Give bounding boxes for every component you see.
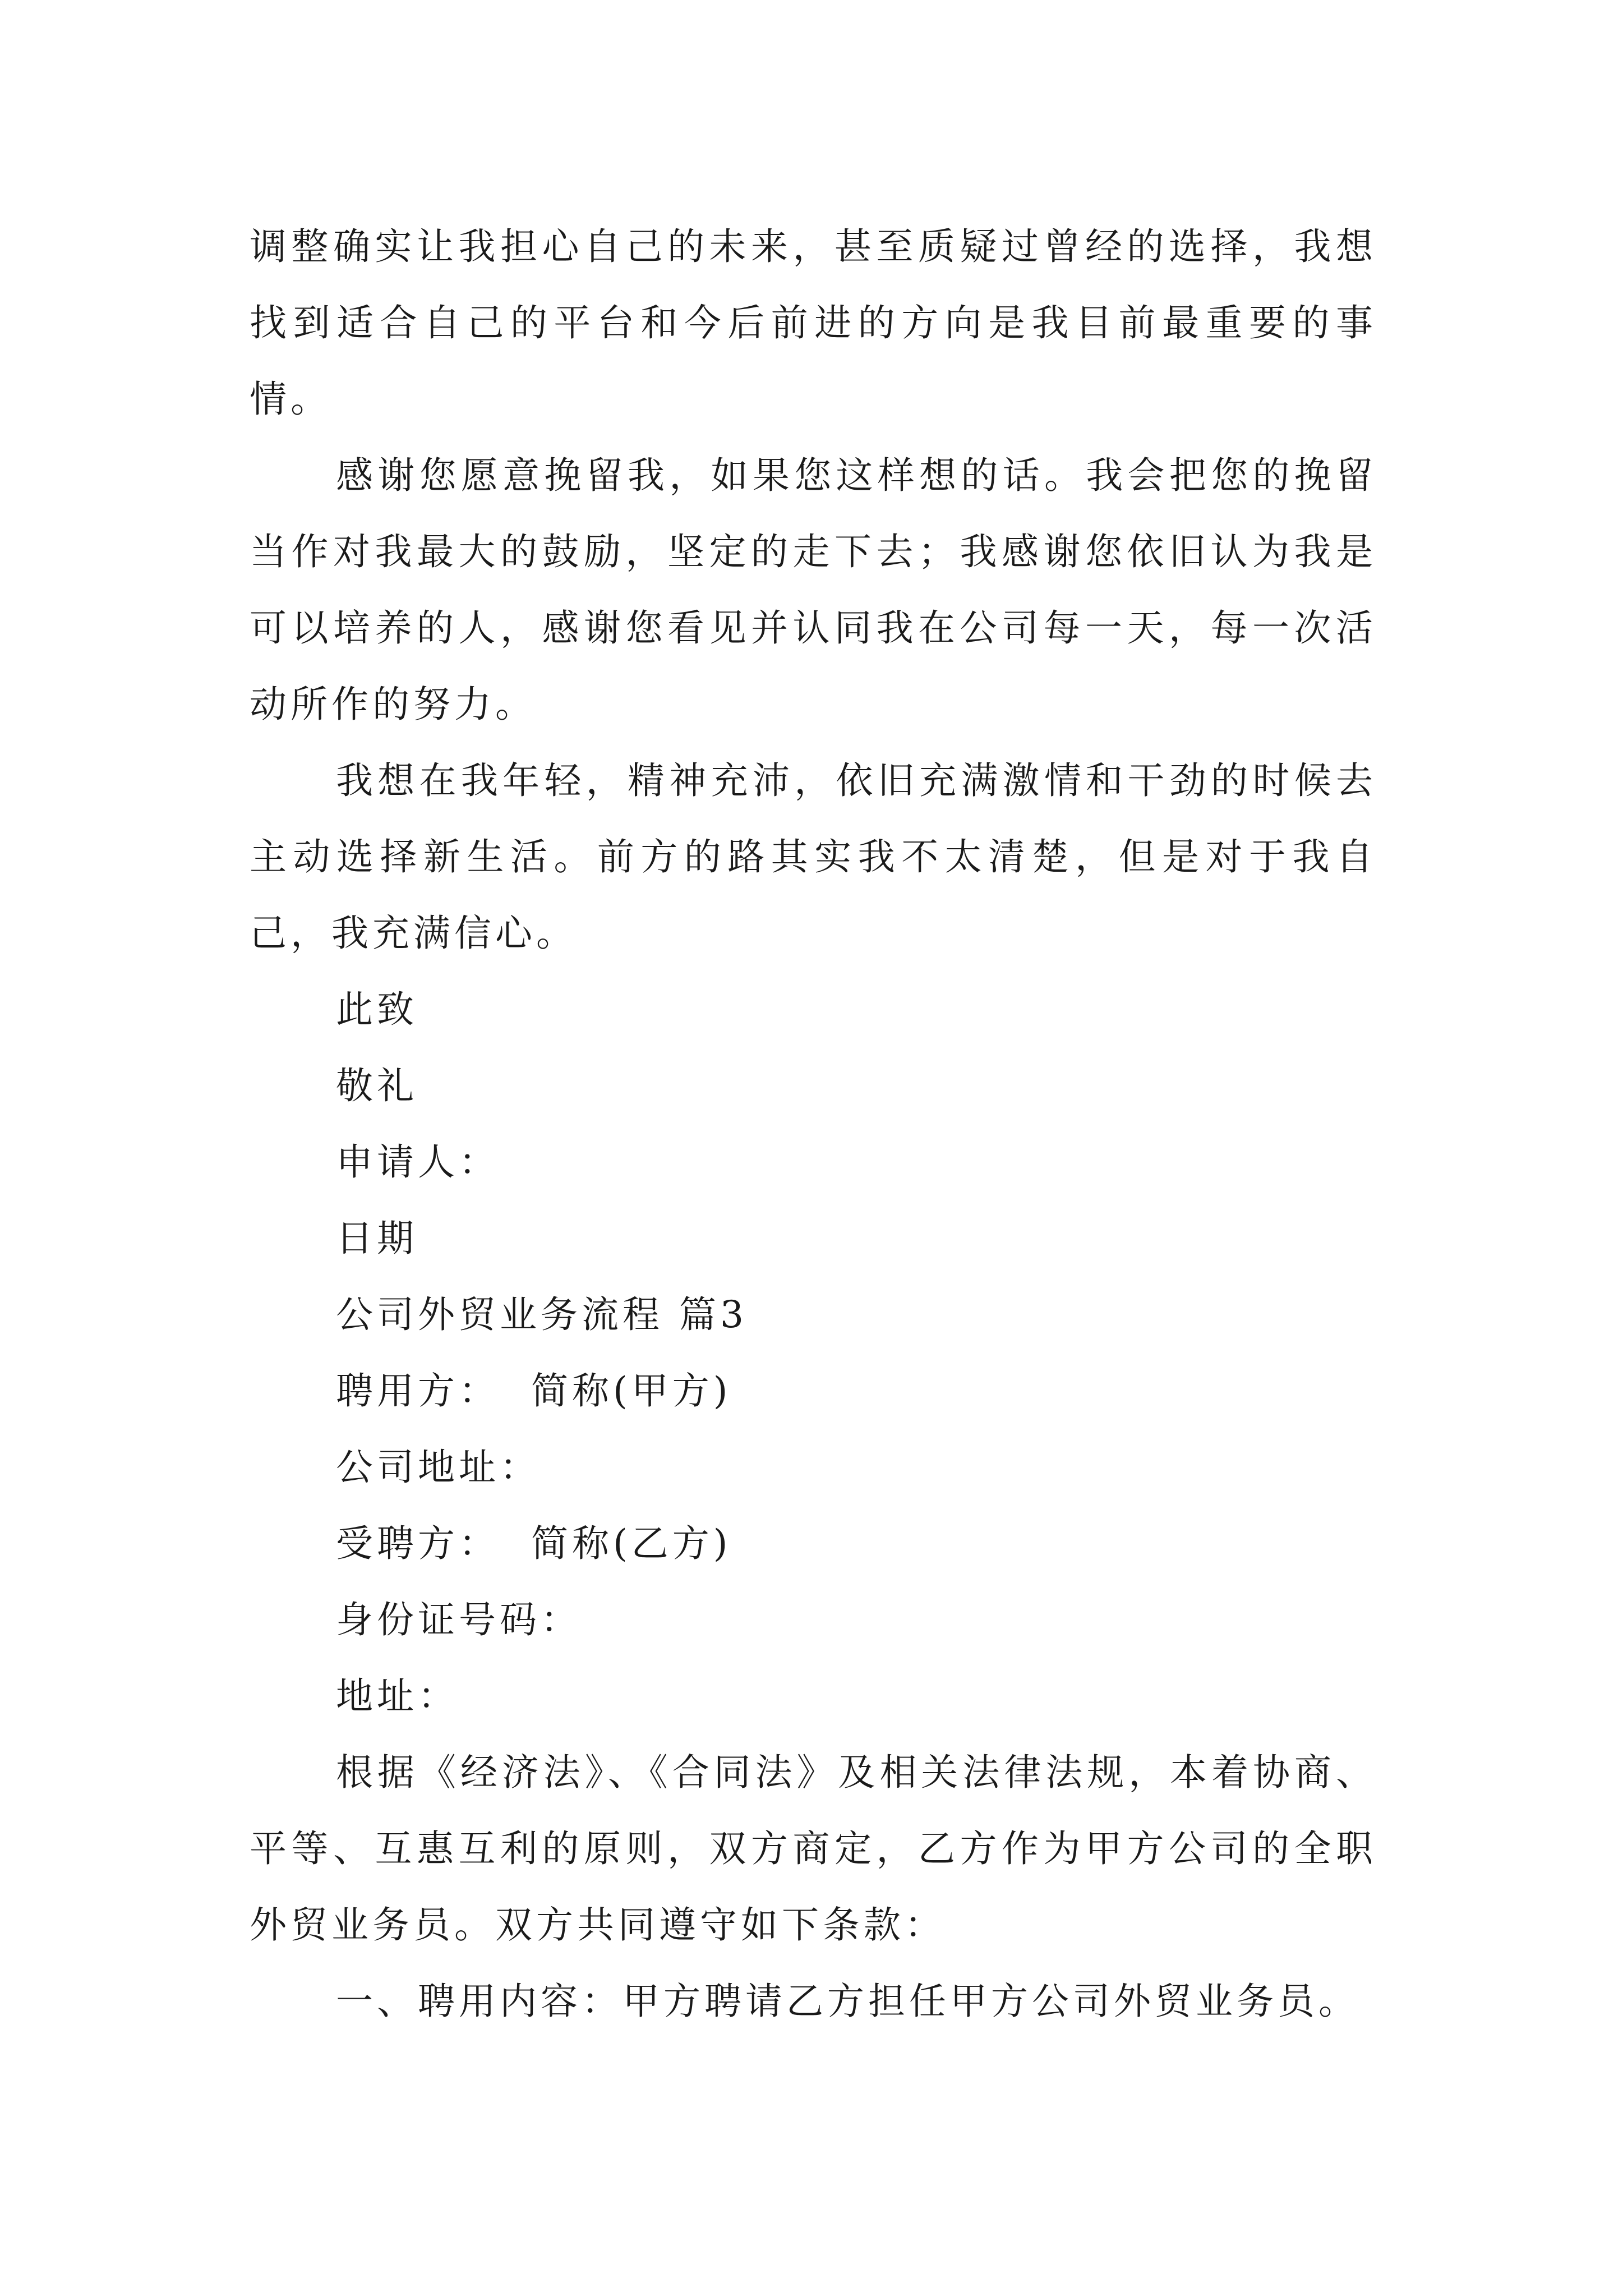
employee-label: 受聘方： 简称(乙方): [336, 1522, 732, 1565]
date-label: 日期: [336, 1217, 418, 1260]
closing-salutation: 此致: [336, 988, 418, 1031]
company-address-label: 公司地址：: [336, 1446, 541, 1489]
applicant-label: 申请人：: [336, 1140, 500, 1184]
closing-regards: 敬礼: [336, 1064, 418, 1107]
paragraph-continuation: 调整确实让我担心自己的未来，甚至质疑过曾经的选择，我想找到适合自己的平台和今后前进的方向是我目前最重要的事情。: [250, 225, 1377, 421]
clause-1: 一、聘用内容：甲方聘请乙方担任甲方公司外贸业务员。: [336, 1980, 1359, 2023]
paragraph-legal-basis: 根据《经济法》、《合同法》及相关法律法规，本着协商、平等、互惠互利的原则，双方商定，乙方作为甲方公司的全职外贸业务员。双方共同遵守如下条款：: [250, 1751, 1377, 1947]
section-title: 公司外贸业务流程 篇3: [336, 1293, 748, 1336]
paragraph-thanks: 感谢您愿意挽留我，如果您这样想的话。我会把您的挽留当作对我最大的鼓励，坚定的走下去；我感谢您依旧认为我是可以培养的人，感谢您看见并认同我在公司每一天，每一次活动所作的努力。: [250, 454, 1377, 726]
paragraph-new-life: 我想在我年轻，精神充沛，依旧充满激情和干劲的时候去主动选择新生活。前方的路其实我不太清楚，但是对于我自己，我充满信心。: [250, 759, 1377, 955]
id-number-label: 身份证号码：: [336, 1598, 582, 1641]
document-body: [250, 209, 1377, 2040]
address-label: 地址：: [336, 1674, 459, 1718]
employer-label: 聘用方： 简称(甲方): [336, 1369, 732, 1412]
